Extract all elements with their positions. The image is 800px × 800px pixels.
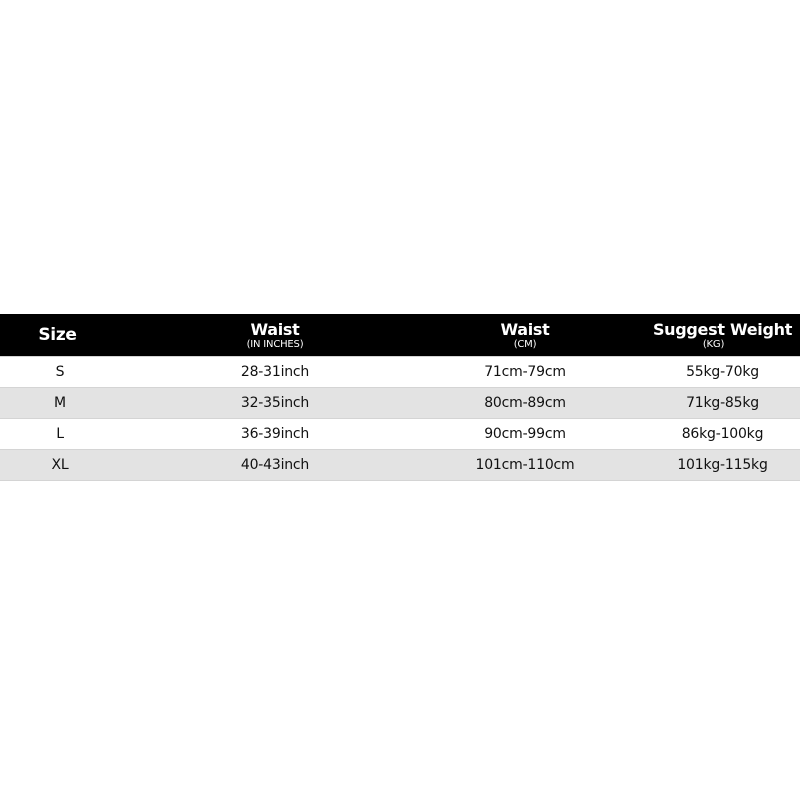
header-waist-cm bbox=[435, 314, 615, 356]
table-row bbox=[0, 449, 800, 480]
header-suggest-weight-subtitle: (KG) bbox=[702, 338, 725, 350]
cell-size: M bbox=[54, 395, 66, 411]
table-row bbox=[0, 356, 800, 387]
cell-waist-cm: 71cm-79cm bbox=[484, 364, 566, 380]
cell-suggest-weight: 55kg-70kg bbox=[686, 364, 759, 380]
cell-size: S bbox=[55, 364, 65, 380]
cell-suggest-weight: 101kg-115kg bbox=[677, 457, 768, 473]
cell-waist-cm: 80cm-89cm bbox=[484, 395, 566, 411]
header-waist-inches bbox=[185, 314, 365, 356]
header-waist-cm-title: Waist bbox=[500, 319, 550, 339]
cell-waist-cm: 90cm-99cm bbox=[484, 426, 566, 442]
cell-size: XL bbox=[51, 457, 69, 473]
header-waist-cm-subtitle: (CM) bbox=[513, 338, 537, 350]
cell-waist-inches: 40-43inch bbox=[240, 457, 310, 473]
header-waist-inches-subtitle: (IN INCHES) bbox=[246, 338, 304, 350]
cell-size: L bbox=[56, 426, 64, 442]
cell-suggest-weight: 86kg-100kg bbox=[681, 426, 764, 442]
table-header bbox=[0, 314, 800, 356]
table-row bbox=[0, 418, 800, 449]
table-bottom-border bbox=[0, 480, 800, 481]
header-suggest-weight-title: Suggest Weight bbox=[652, 319, 793, 339]
header-size bbox=[0, 314, 115, 356]
cell-waist-inches: 28-31inch bbox=[240, 364, 310, 380]
cell-waist-cm: 101cm-110cm bbox=[475, 457, 575, 473]
header-waist-inches-title: Waist bbox=[250, 319, 300, 339]
header-size-title: Size bbox=[38, 325, 77, 345]
header-suggest-weight bbox=[645, 314, 800, 356]
table-row bbox=[0, 387, 800, 418]
cell-waist-inches: 36-39inch bbox=[240, 426, 310, 442]
cell-suggest-weight: 71kg-85kg bbox=[686, 395, 759, 411]
size-chart-table bbox=[0, 314, 800, 481]
cell-waist-inches: 32-35inch bbox=[240, 395, 310, 411]
